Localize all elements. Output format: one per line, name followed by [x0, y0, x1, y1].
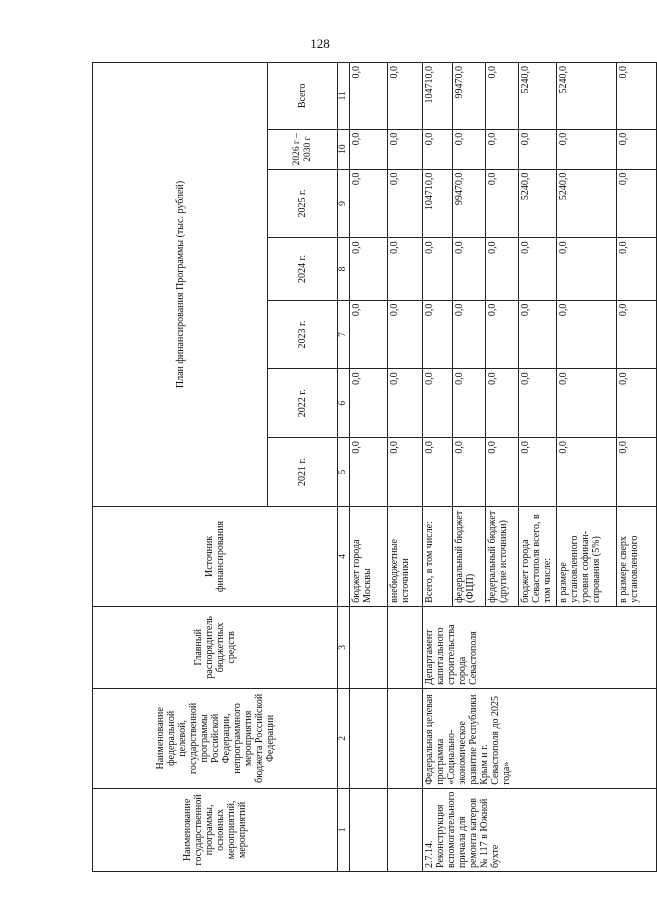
value-cell: 0,0 — [453, 238, 486, 300]
header-year-2023: 2023 г. — [268, 300, 338, 369]
value-cell: 0,0 — [350, 63, 388, 130]
column-number-3: 3 — [338, 606, 350, 688]
value-cell: 0,0 — [486, 169, 519, 238]
empty-cell — [388, 606, 423, 688]
header-plan: План финансирования Программы (тыс. рублей) — [93, 63, 268, 507]
header-year-2022: 2022 г. — [268, 369, 338, 438]
value-cell: 0,0 — [557, 238, 617, 300]
value-cell: 0,0 — [486, 63, 519, 130]
value-cell: 0,0 — [388, 63, 423, 130]
table-row — [388, 63, 423, 872]
empty-cell — [388, 688, 423, 788]
value-cell: 0,0 — [617, 169, 657, 238]
source-cell: бюджет города Москвы — [350, 506, 388, 606]
value-cell: 0,0 — [519, 300, 557, 369]
empty-cell — [350, 606, 388, 688]
header-col-source: Источник финансирования — [93, 506, 338, 606]
table-body — [350, 63, 657, 872]
source-cell: в размере сверх установленного — [617, 506, 657, 606]
value-cell: 0,0 — [486, 129, 519, 169]
value-cell: 0,0 — [350, 169, 388, 238]
header-col-name: Наименование государственной программы, основных мероприятий, мероприятий — [93, 788, 338, 871]
value-cell: 0,0 — [423, 238, 453, 300]
item-program-cell: Федеральная целевая программа «Социально-экономическое развитие Республики Крым и г. Севастополя до 2025 года» — [423, 688, 657, 788]
source-cell: бюджет города Севастополя всего, в том числе: — [519, 506, 557, 606]
value-cell: 104710,0 — [423, 63, 453, 130]
source-cell: Всего, в том числе: — [423, 506, 453, 606]
item-name-cell: 2.7.14. Реконструкция вспомогательного причала для ремонта катеров № 117 в Южной бухте — [423, 788, 657, 871]
empty-cell — [388, 788, 423, 871]
value-cell: 0,0 — [350, 438, 388, 507]
value-cell: 0,0 — [557, 438, 617, 507]
column-number-8: 8 — [338, 238, 350, 300]
value-cell: 0,0 — [557, 129, 617, 169]
value-cell: 0,0 — [557, 300, 617, 369]
source-cell: в размере установленного уровня софинансирования (5%) — [557, 506, 617, 606]
value-cell: 0,0 — [617, 63, 657, 130]
value-cell: 0,0 — [486, 369, 519, 438]
value-cell: 0,0 — [519, 438, 557, 507]
column-number-row — [338, 63, 350, 872]
column-number-5: 5 — [338, 438, 350, 507]
header-year-2025: 2025 г. — [268, 169, 338, 238]
rotated-table-container — [92, 62, 640, 872]
value-cell: 0,0 — [350, 369, 388, 438]
column-number-4: 4 — [338, 506, 350, 606]
table-row — [350, 63, 388, 872]
item-manager-cell: Департамент капитального строительства города Севастополя — [423, 606, 657, 688]
table-row — [423, 63, 453, 872]
page-number: 128 — [310, 36, 330, 51]
empty-cell — [350, 688, 388, 788]
value-cell: 99470,0 — [453, 63, 486, 130]
value-cell: 0,0 — [388, 300, 423, 369]
value-cell: 0,0 — [486, 438, 519, 507]
table-frame — [92, 62, 640, 872]
value-cell: 5240,0 — [557, 169, 617, 238]
value-cell: 0,0 — [350, 300, 388, 369]
value-cell: 0,0 — [617, 238, 657, 300]
value-cell: 0,0 — [519, 238, 557, 300]
header-col-program: Наименование федеральной целевой, государственной программы Российской Федерации, непрограммного мероприятия бюджета Российской Федерации — [93, 688, 338, 788]
value-cell: 99470,0 — [453, 169, 486, 238]
value-cell: 0,0 — [486, 300, 519, 369]
header-row — [93, 63, 268, 872]
value-cell: 0,0 — [388, 129, 423, 169]
value-cell: 0,0 — [453, 300, 486, 369]
value-cell: 0,0 — [617, 369, 657, 438]
value-cell: 0,0 — [519, 369, 557, 438]
source-cell: внебюджетные источники — [388, 506, 423, 606]
value-cell: 5240,0 — [557, 63, 617, 130]
empty-cell — [350, 788, 388, 871]
value-cell: 0,0 — [486, 238, 519, 300]
value-cell: 0,0 — [423, 369, 453, 438]
column-number-1: 1 — [338, 788, 350, 871]
header-year-2024: 2024 г. — [268, 238, 338, 300]
header-year-2026-2030: 2026 г – 2030 г — [268, 129, 338, 169]
value-cell: 0,0 — [617, 129, 657, 169]
column-number-9: 9 — [338, 169, 350, 238]
column-number-2: 2 — [338, 688, 350, 788]
value-cell: 0,0 — [423, 438, 453, 507]
value-cell: 0,0 — [388, 238, 423, 300]
value-cell: 5240,0 — [519, 169, 557, 238]
value-cell: 0,0 — [453, 438, 486, 507]
column-number-6: 6 — [338, 369, 350, 438]
value-cell: 0,0 — [423, 129, 453, 169]
value-cell: 0,0 — [453, 369, 486, 438]
header-year-2021: 2021 г. — [268, 438, 338, 507]
value-cell: 0,0 — [519, 129, 557, 169]
column-number-11: 11 — [338, 63, 350, 130]
value-cell: 0,0 — [453, 129, 486, 169]
value-cell: 0,0 — [388, 169, 423, 238]
financing-table — [92, 62, 657, 872]
value-cell: 5240,0 — [519, 63, 557, 130]
value-cell: 0,0 — [388, 369, 423, 438]
column-number-10: 10 — [338, 129, 350, 169]
value-cell: 0,0 — [617, 438, 657, 507]
source-cell: федеральный бюджет (ФЦП) — [453, 506, 486, 606]
value-cell: 0,0 — [617, 300, 657, 369]
value-cell: 0,0 — [350, 238, 388, 300]
source-cell: федеральный бюджет (другие источники) — [486, 506, 519, 606]
column-number-7: 7 — [338, 300, 350, 369]
value-cell: 0,0 — [350, 129, 388, 169]
value-cell: 104710,0 — [423, 169, 453, 238]
header-col-manager: Главный распорядитель бюджетных средств — [93, 606, 338, 688]
value-cell: 0,0 — [388, 438, 423, 507]
value-cell: 0,0 — [557, 369, 617, 438]
value-cell: 0,0 — [423, 300, 453, 369]
header-total: Всего — [268, 63, 338, 130]
